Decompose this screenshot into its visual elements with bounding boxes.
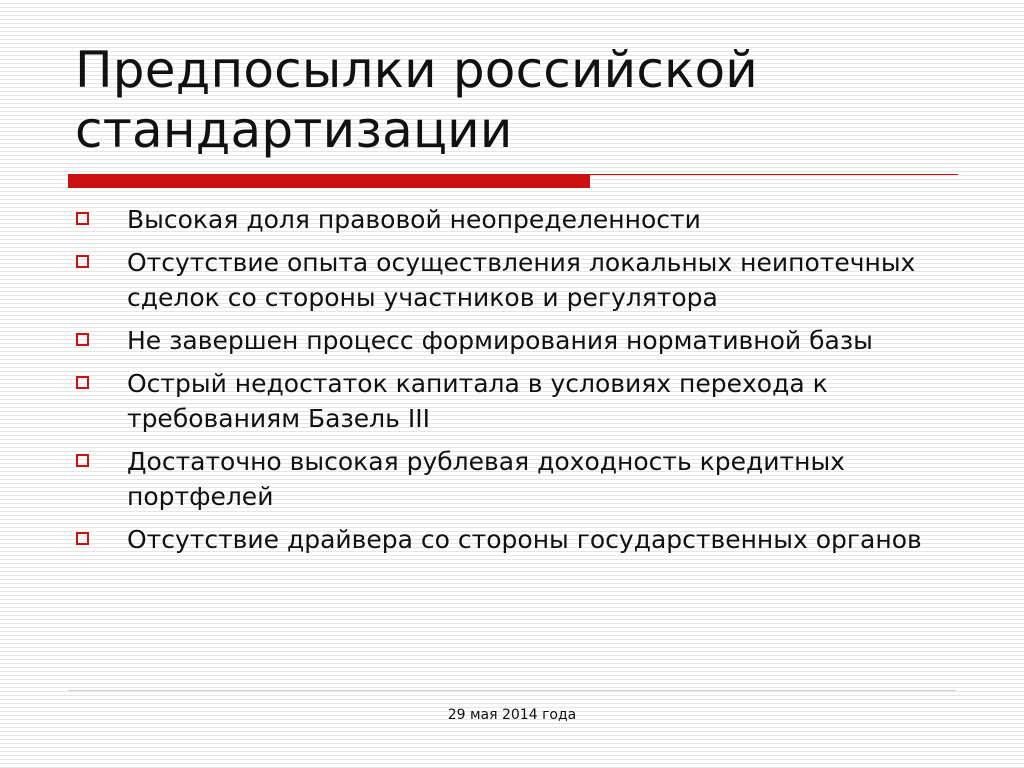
- title-accent-bar: [68, 174, 590, 188]
- bullet-text: Отсутствие опыта осуществления локальных неипотечных сделок со стороны участников и регулятора: [127, 248, 916, 312]
- bullet-list: [76, 202, 956, 565]
- bullet-text: Высокая доля правовой неопределенности: [127, 205, 701, 234]
- bullet-text: Отсутствие драйвера со стороны государственных органов: [127, 525, 922, 554]
- square-bullet-icon: [76, 454, 89, 467]
- bullet-text: Достаточно высокая рублевая доходность кредитных портфелей: [127, 447, 845, 511]
- square-bullet-icon: [76, 255, 89, 268]
- bullet-item: [76, 245, 956, 315]
- title-underline: [68, 174, 958, 188]
- bullet-item: [76, 323, 956, 358]
- square-bullet-icon: [76, 333, 89, 346]
- bullet-item: [76, 366, 956, 436]
- square-bullet-icon: [76, 532, 89, 545]
- bullet-text: Не завершен процесс формирования нормативной базы: [127, 326, 873, 355]
- footer-divider: [68, 690, 956, 691]
- title-thin-rule: [590, 174, 958, 175]
- square-bullet-icon: [76, 212, 89, 225]
- bullet-item: [76, 522, 956, 557]
- footer-date: 29 мая 2014 года: [447, 707, 577, 723]
- bullet-item: [76, 202, 956, 237]
- slide-title: Предпосылки российской стандартизации: [75, 41, 758, 159]
- bullet-text: Острый недостаток капитала в условиях перехода к требованиям Базель III: [127, 369, 828, 433]
- square-bullet-icon: [76, 376, 89, 389]
- bullet-item: [76, 444, 956, 514]
